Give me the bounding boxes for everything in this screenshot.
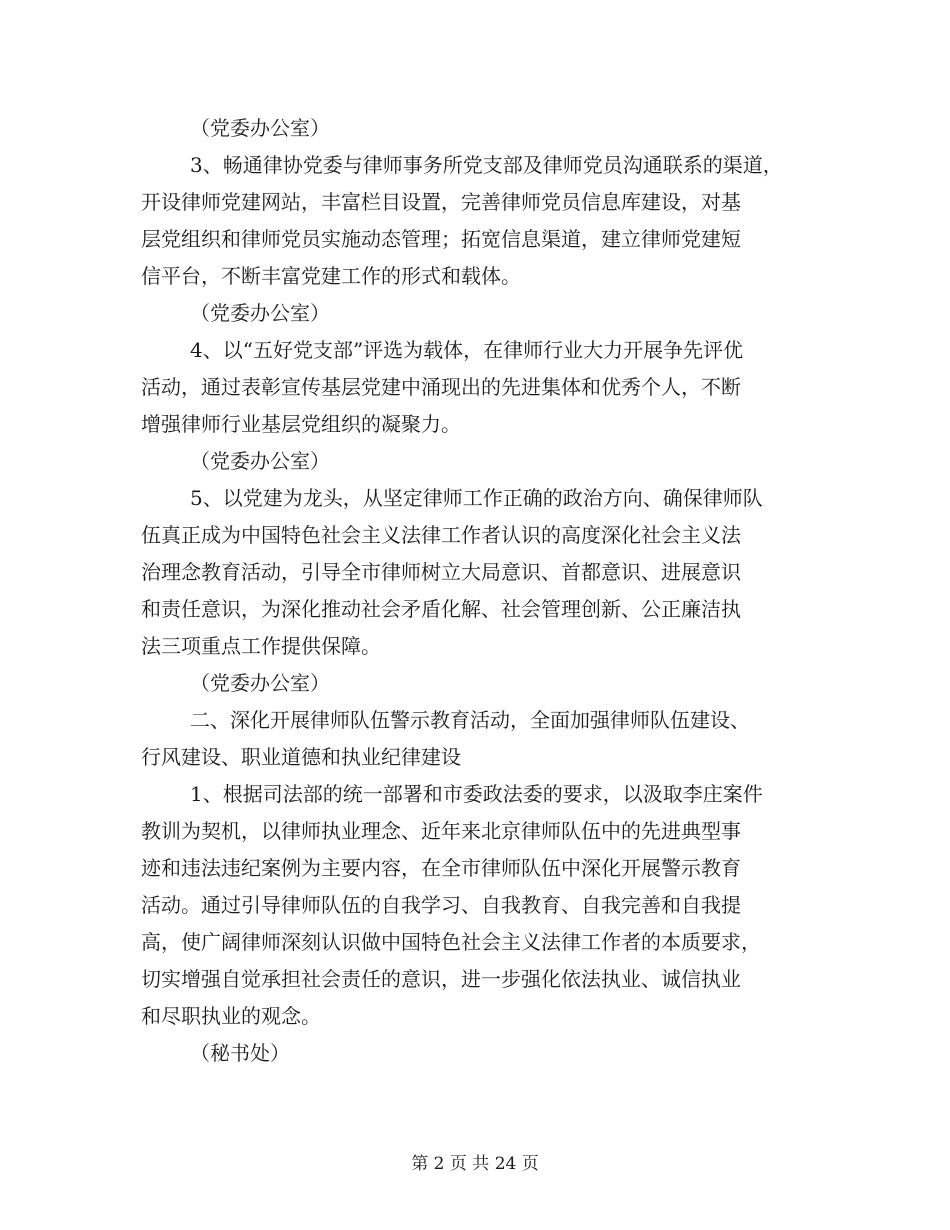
department-note: （党委办公室） <box>190 449 330 473</box>
paragraph-line: 1、根据司法部的统一部署和市委政法委的要求，以汲取李庄案件 <box>190 782 763 806</box>
paragraph-line: 迹和违法违纪案例为主要内容，在全市律师队伍中深化开展警示教育 <box>141 856 741 880</box>
department-note: （党委办公室） <box>190 671 330 695</box>
paragraph-line: 开设律师党建网站，丰富栏目设置，完善律师党员信息库建设，对基 <box>141 190 741 214</box>
department-note: （党委办公室） <box>190 301 330 325</box>
paragraph-line: 教训为契机，以律师执业理念、近年来北京律师队伍中的先进典型事 <box>141 819 741 843</box>
paragraph-line: 3、畅通律协党委与律师事务所党支部及律师党员沟通联系的渠道， <box>190 153 783 177</box>
paragraph-line: 伍真正成为中国特色社会主义法律工作者认识的高度深化社会主义法 <box>141 523 741 547</box>
paragraph-line: 切实增强自觉承担社会责任的意识，进一步强化依法执业、诚信执业 <box>141 967 741 991</box>
paragraph-line: 活动。通过引导律师队伍的自我学习、自我教育、自我完善和自我提 <box>141 893 741 917</box>
paragraph-line: 和尽职执业的观念。 <box>141 1004 321 1028</box>
paragraph-line: 信平台，不断丰富党建工作的形式和载体。 <box>141 264 521 288</box>
paragraph-line: 高，使广阔律师深刻认识做中国特色社会主义法律工作者的本质要求， <box>141 930 761 954</box>
paragraph-line: 和责任意识，为深化推动社会矛盾化解、社会管理创新、公正廉洁执 <box>141 597 741 621</box>
department-note: （党委办公室） <box>190 116 330 140</box>
paragraph-line: 治理念教育活动，引导全市律师树立大局意识、首都意识、进展意识 <box>141 560 741 584</box>
paragraph-line: 法三项重点工作提供保障。 <box>141 634 381 658</box>
section-heading: 二、深化开展律师队伍警示教育活动，全面加强律师队伍建设、 <box>190 708 750 732</box>
paragraph-line: 增强律师行业基层党组织的凝聚力。 <box>141 412 461 436</box>
page-number-footer: 第 2 页 共 24 页 <box>411 1154 539 1174</box>
paragraph-line: 层党组织和律师党员实施动态管理；拓宽信息渠道，建立律师党建短 <box>141 227 741 251</box>
paragraph-line: 4、以“五好党支部”评选为载体，在律师行业大力开展争先评优 <box>190 338 744 362</box>
section-heading: 行风建设、职业道德和执业纪律建设 <box>141 745 461 769</box>
department-note: （秘书处） <box>190 1041 290 1065</box>
paragraph-line: 活动，通过表彰宣传基层党建中涌现出的先进集体和优秀个人，不断 <box>141 375 741 399</box>
paragraph-line: 5、以党建为龙头，从坚定律师工作正确的政治方向、确保律师队 <box>190 486 763 510</box>
